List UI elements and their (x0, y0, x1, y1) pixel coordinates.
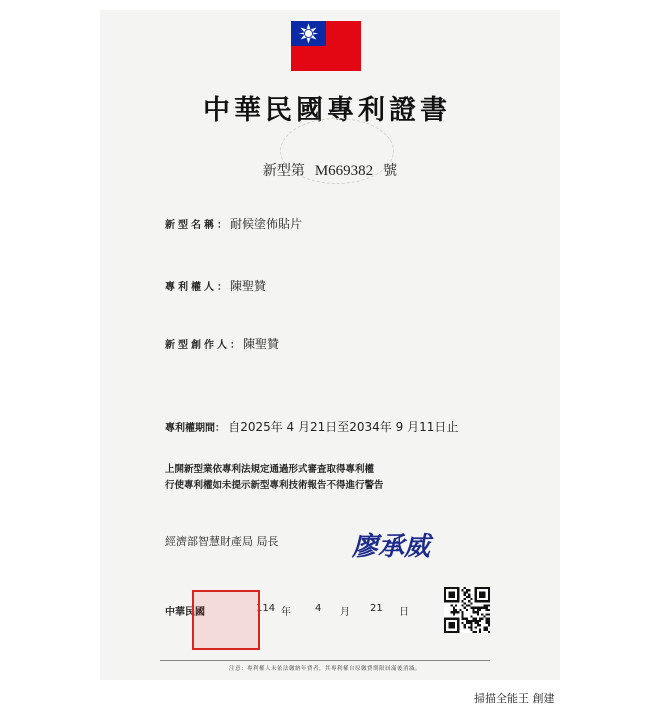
date-year: 114 (256, 603, 276, 614)
cert-number: M669382 (314, 163, 374, 179)
term-value: 自2025年 4 月21日至2034年 9 月11日止 (228, 420, 459, 434)
official-seal-icon (192, 590, 260, 650)
notice-line-2: 行使專利權如未提示新型專利技術報告不得進行警告 (165, 480, 384, 491)
field-creator (165, 335, 279, 352)
footer-rule (160, 660, 490, 661)
certificate-title: 中華民國專利證書 (203, 95, 451, 126)
field-label: 新型名稱： (165, 220, 230, 231)
legal-notice (165, 462, 384, 494)
date-month: 4 (315, 603, 322, 614)
field-label: 專利權人： (165, 282, 230, 293)
field-value: 耐候塗佈貼片 (230, 217, 303, 231)
notice-line-1: 上開新型業依專利法規定通過形式審查取得專利權 (165, 464, 375, 475)
footnote: 注意：專利權人未依法繳納年費者，其專利權自原繳費期限屆滿後消滅。 (228, 666, 421, 672)
issuing-office-title: 經濟部智慧財產局 局長 (165, 535, 279, 548)
field-patentee (165, 277, 266, 294)
cert-prefix: 新型第 (262, 164, 305, 179)
term-label: 專利權期間： (165, 423, 225, 434)
scanner-watermark: 掃描全能王 創建 (474, 692, 555, 705)
certificate-number-line (200, 160, 460, 180)
field-label: 新型創作人： (165, 340, 243, 351)
date-month-unit: 月 (340, 607, 350, 618)
date-year-unit: 年 (281, 607, 291, 618)
field-value: 陳聖贊 (230, 279, 267, 293)
qr-code-icon (444, 587, 490, 633)
field-utility-model-name (165, 215, 302, 232)
director-signature: 廖承威 (352, 532, 431, 562)
date-era: 中華民國 (165, 607, 205, 618)
date-day: 21 (370, 603, 383, 614)
date-day-unit: 日 (399, 607, 409, 618)
field-value: 陳聖贊 (243, 337, 280, 351)
patent-term (165, 418, 458, 435)
cert-suffix: 號 (383, 164, 398, 179)
flag-of-roc-icon (291, 21, 361, 71)
